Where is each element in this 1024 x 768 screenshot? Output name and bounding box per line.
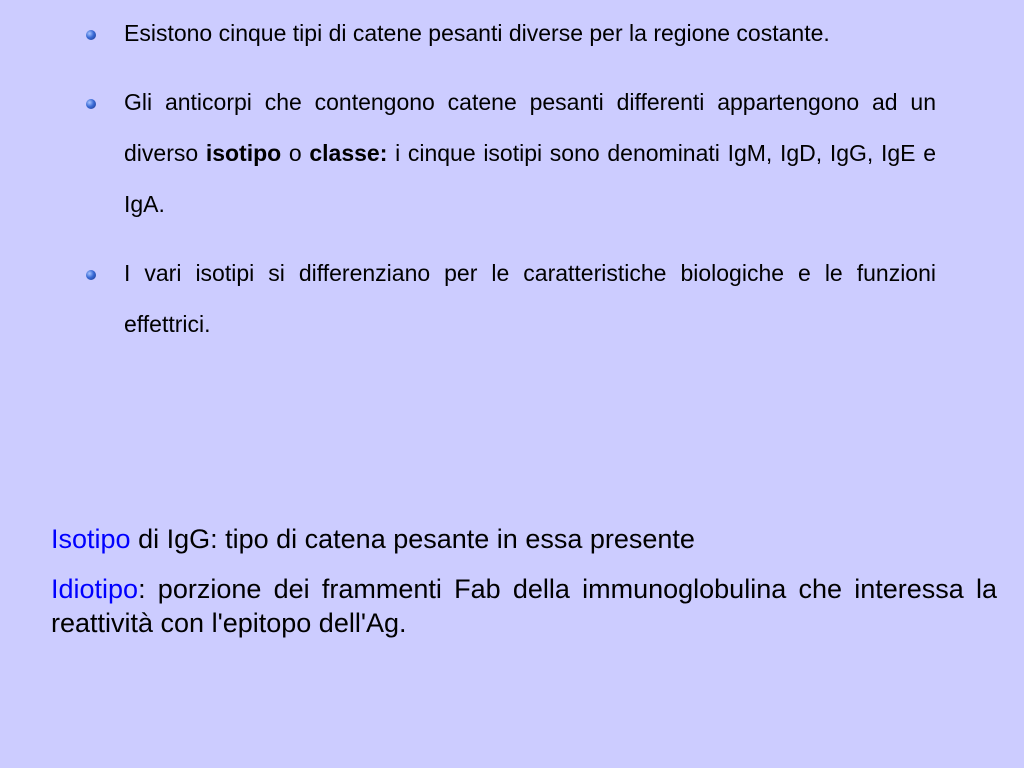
bullet-text-part: o	[281, 140, 310, 166]
definition-text: : porzione dei frammenti Fab della immunoglobulina che interessa la reattività con l'epitopo dell'Ag.	[51, 574, 997, 638]
bold-term-classe: classe:	[309, 140, 388, 166]
bullet-item	[84, 248, 936, 350]
bullet-item	[84, 8, 936, 59]
bullet-text: Esistono cinque tipi di catene pesanti diverse per la regione costante.	[124, 20, 830, 46]
bullet-text: I vari isotipi si differenziano per le caratteristiche biologiche e le funzioni effettrici.	[124, 260, 936, 337]
bold-term-isotipo: isotipo	[205, 140, 282, 166]
bullet-dot-icon	[86, 99, 96, 109]
definitions	[51, 522, 997, 656]
bullet-list	[84, 8, 936, 368]
bullet-dot-icon	[86, 270, 96, 280]
bullet-item	[84, 77, 936, 230]
definition-isotipo	[51, 522, 997, 556]
bullet-text-part: i cinque isotipi sono denominati IgM, IgD, IgG, IgE e IgA.	[124, 140, 936, 217]
bullet-text-part: Gli anticorpi che contengono catene pesanti differenti appartengono ad un diverso	[124, 89, 936, 166]
bullet-text	[124, 89, 936, 217]
term-isotipo: Isotipo	[51, 524, 131, 554]
bullet-dot-icon	[86, 30, 96, 40]
term-idiotipo: Idiotipo	[51, 574, 139, 604]
definition-idiotipo	[51, 572, 997, 640]
definition-text: di IgG: tipo di catena pesante in essa presente	[130, 524, 695, 554]
